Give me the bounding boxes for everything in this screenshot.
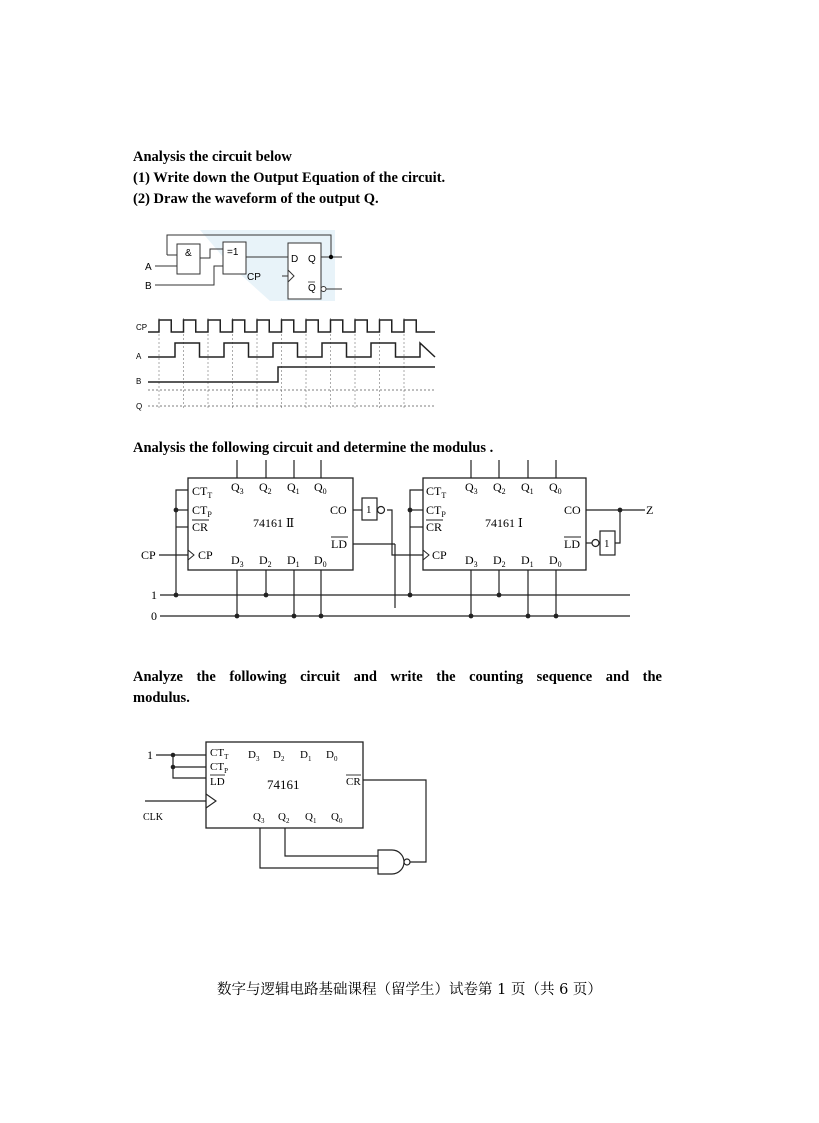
d-flip-flop <box>288 243 321 299</box>
ff-d-label: D <box>291 254 299 265</box>
not-gate-ld-label: 1 <box>604 538 610 550</box>
d3-pin: $D_3$ <box>231 553 244 569</box>
d2-pin: $D_2$ <box>273 749 285 763</box>
co-pin: CO <box>330 503 347 517</box>
q3-pin: $Q_3$ <box>231 480 244 496</box>
not-gate-ld-bubble <box>592 540 599 547</box>
ctt-pin: $CT_T$ <box>192 484 213 500</box>
cp-input-label: CP <box>141 548 156 562</box>
q2-pin: $Q_2$ <box>278 811 290 825</box>
and-gate-label: & <box>185 248 192 259</box>
problem2-circuit-diagram <box>135 460 665 625</box>
q3-pin: $Q_3$ <box>465 480 478 496</box>
nand-gate-bubble <box>404 859 410 865</box>
ff-qbar-label: Q <box>308 283 316 294</box>
ctp-pin: $CT_P$ <box>210 761 228 775</box>
cp-label: CP <box>247 272 261 283</box>
cr-pin: CR <box>426 520 443 534</box>
not-gate-co-bubble <box>378 507 385 514</box>
problem1-circuit-diagram <box>130 225 350 303</box>
q3-pin: $Q_3$ <box>253 811 265 825</box>
xor-gate-label: =1 <box>227 247 239 258</box>
q0-pin: $Q_0$ <box>314 480 327 496</box>
d1-pin: $D_1$ <box>521 553 534 569</box>
problem1-line-2: (1) Write down the Output Equation of the circuit. <box>133 170 446 186</box>
q0-pin: $Q_0$ <box>331 811 343 825</box>
signal-label-a: A <box>136 352 142 361</box>
d2-pin: $D_2$ <box>259 553 272 569</box>
input-one-label: 1 <box>147 748 153 762</box>
d1-pin: $D_1$ <box>300 749 312 763</box>
input-a-label: A <box>145 262 152 273</box>
q1-pin: $Q_1$ <box>287 480 300 496</box>
d3-pin: $D_3$ <box>248 749 260 763</box>
q0-pin: $Q_0$ <box>549 480 562 496</box>
input-b-label: B <box>145 281 152 292</box>
d1-pin: $D_1$ <box>287 553 300 569</box>
cp-pin: CP <box>198 548 213 562</box>
cr-pin: CR <box>346 776 361 788</box>
ctt-pin: $CT_T$ <box>210 747 229 761</box>
ld-pin: LD <box>210 776 225 788</box>
co-pin: CO <box>564 503 581 517</box>
problem1-text <box>133 147 445 210</box>
problem3-circuit-diagram <box>140 738 440 878</box>
ctp-pin: $CT_P$ <box>426 503 446 519</box>
d2-pin: $D_2$ <box>493 553 506 569</box>
d0-pin: $D_0$ <box>314 553 327 569</box>
problem2-title: Analysis the following circuit and determine the modulus . <box>133 440 494 456</box>
cp-pin: CP <box>432 548 447 562</box>
chip-name: 74161 <box>267 777 300 792</box>
qbar-bubble <box>321 287 326 292</box>
b-waveform <box>148 367 435 382</box>
problem1-line-1: Analysis the circuit below <box>133 149 292 165</box>
page-footer: 数字与逻辑电路基础课程（留学生）试卷第 1 页（共 6 页） <box>217 982 602 998</box>
signal-label-q: Q <box>136 402 143 411</box>
signal-label-b: B <box>136 377 142 386</box>
rail-one-label: 1 <box>151 588 157 602</box>
q-junction-dot <box>329 255 333 259</box>
ld-pin: LD <box>564 537 580 551</box>
d0-pin: $D_0$ <box>326 749 338 763</box>
problem1-waveform <box>130 310 440 415</box>
rail-zero-label: 0 <box>151 609 157 623</box>
a-waveform <box>148 343 435 357</box>
ctt-pin: $CT_T$ <box>426 484 447 500</box>
q2-pin: $Q_2$ <box>259 480 272 496</box>
clk-label: CLK <box>143 812 163 823</box>
signal-label-cp: CP <box>136 323 148 332</box>
d0-pin: $D_0$ <box>549 553 562 569</box>
ff-q-label: Q <box>308 254 316 265</box>
cr-pin: CR <box>192 520 209 534</box>
q1-pin: $Q_1$ <box>521 480 534 496</box>
not-gate-co-label: 1 <box>366 504 372 516</box>
nand-gate <box>378 850 404 874</box>
q1-pin: $Q_1$ <box>305 811 317 825</box>
chip-ii-name: 74161 Ⅱ <box>253 516 295 530</box>
q2-pin: $Q_2$ <box>493 480 506 496</box>
ld-pin: LD <box>331 537 347 551</box>
chip-i-name: 74161 Ⅰ <box>485 516 523 530</box>
cp-waveform <box>148 320 435 332</box>
problem3-line-1: Analyze the following circuit and write the counting sequence and the <box>133 669 662 685</box>
problem1-line-3: (2) Draw the waveform of the output Q. <box>133 191 379 207</box>
d3-pin: $D_3$ <box>465 553 478 569</box>
ctp-pin: $CT_P$ <box>192 503 212 519</box>
problem3-line-2: modulus. <box>133 690 190 706</box>
output-z-label: Z <box>646 503 654 517</box>
